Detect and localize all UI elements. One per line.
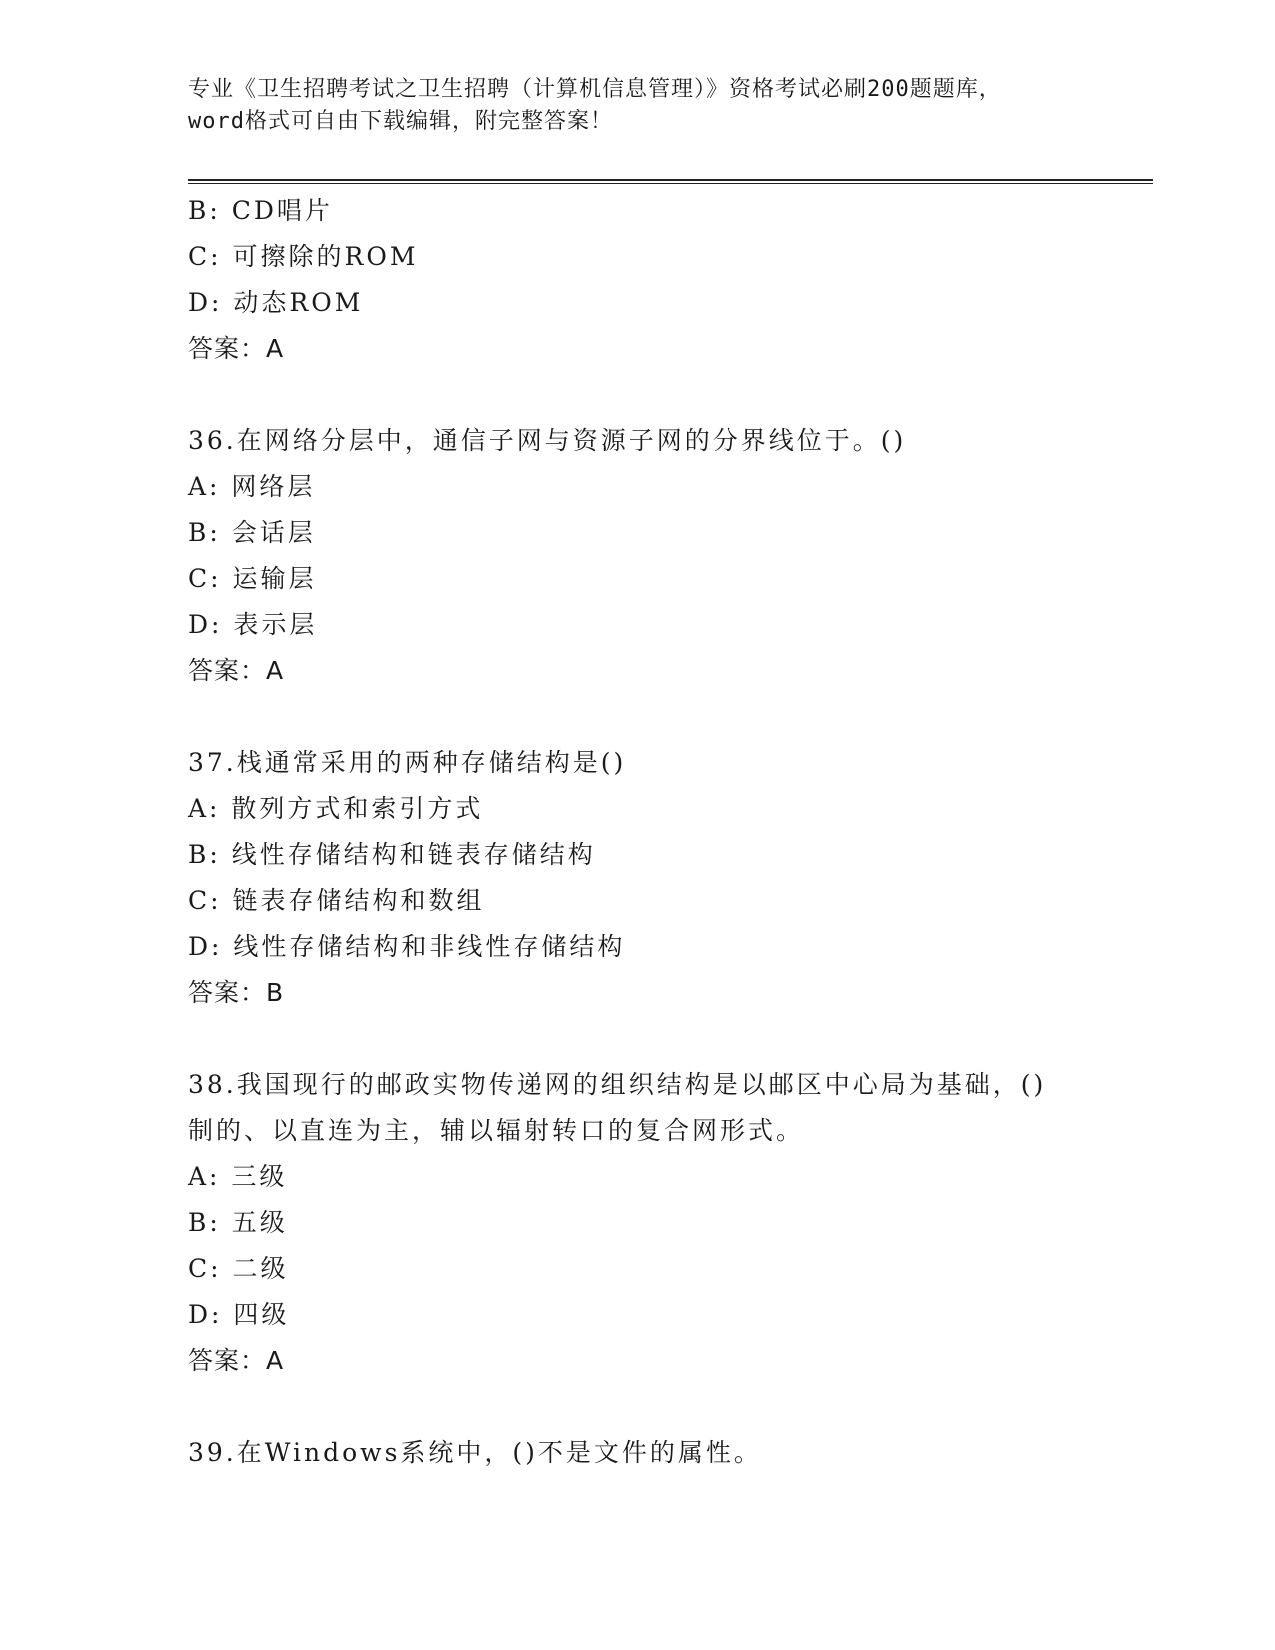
option-d: D: 动态ROM	[188, 288, 364, 317]
question-list	[188, 188, 1153, 1476]
document-header	[188, 74, 1088, 138]
question-36-answer: 答案：A	[188, 656, 285, 685]
question-37-option-a: A: 散列方式和索引方式	[188, 794, 484, 823]
question-37-option-c: C: 链表存储结构和数组	[188, 886, 485, 915]
question-38-answer: 答案：A	[188, 1346, 285, 1375]
question-38-stem-line-2: 制的、以直连为主，辅以辐射转口的复合网形式。	[188, 1116, 805, 1145]
question-36-stem: 36.在网络分层中，通信子网与资源子网的分界线位于。()	[188, 426, 907, 455]
question-38-stem-line-1: 38.我国现行的邮政实物传递网的组织结构是以邮区中心局为基础，()	[188, 1070, 1047, 1099]
question-38-option-b: B: 五级	[188, 1208, 288, 1237]
answer-label: 答案：A	[188, 334, 285, 363]
question-37-option-b: B: 线性存储结构和链表存储结构	[188, 840, 596, 869]
question-36-option-a: A: 网络层	[188, 472, 316, 501]
header-divider	[188, 179, 1153, 181]
header-title-line-1: 专业《卫生招聘考试之卫生招聘（计算机信息管理）》资格考试必刷200题题库，	[188, 77, 1002, 102]
question-38-option-c: C: 二级	[188, 1254, 289, 1283]
question-36-option-c: C: 运输层	[188, 564, 317, 593]
spacer	[188, 694, 1153, 740]
header-title-line-2: word格式可自由下载编辑，附完整答案！	[188, 109, 613, 134]
spacer	[188, 1384, 1153, 1430]
spacer	[188, 1016, 1153, 1062]
spacer	[188, 372, 1153, 418]
option-b: B: CD唱片	[188, 196, 333, 225]
question-36-option-d: D: 表示层	[188, 610, 318, 639]
question-37-stem: 37.栈通常采用的两种存储结构是()	[188, 748, 627, 777]
question-37-option-d: D: 线性存储结构和非线性存储结构	[188, 932, 626, 961]
question-38-option-d: D: 四级	[188, 1300, 290, 1329]
question-36-option-b: B: 会话层	[188, 518, 316, 547]
question-37-answer: 答案：B	[188, 978, 285, 1007]
option-c: C: 可擦除的ROM	[188, 242, 419, 271]
question-39-stem: 39.在Windows系统中，()不是文件的属性。	[188, 1438, 762, 1467]
question-38-option-a: A: 三级	[188, 1162, 288, 1191]
header-divider-thin	[188, 183, 1153, 184]
